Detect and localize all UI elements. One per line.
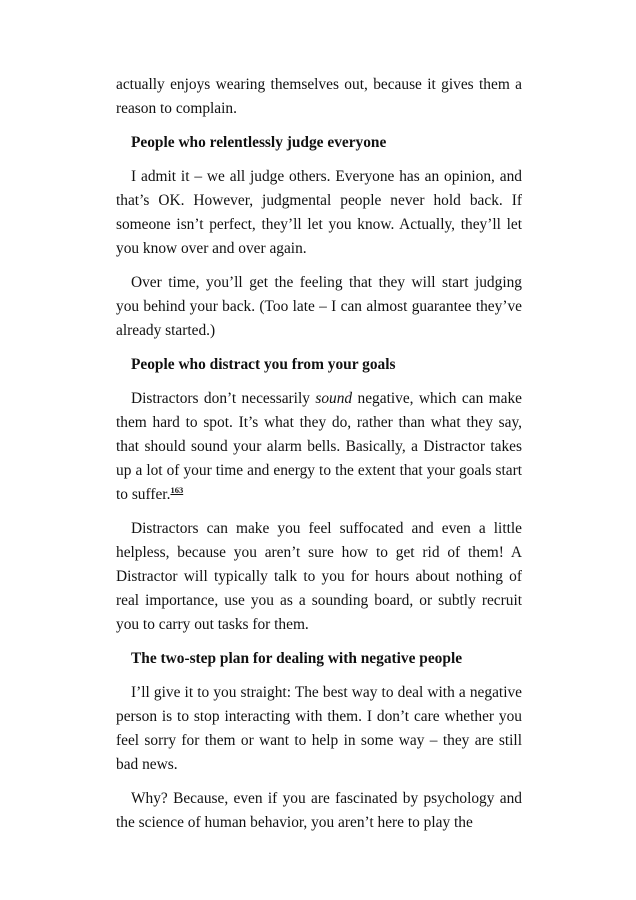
paragraph-straight-advice: I’ll give it to you straight: The best way to deal with a negative person is to stop interacting with them. I don’t care whether you feel sorry for them or want to help in some way – they are still bad news.	[116, 684, 522, 773]
text-segment: Distractors don’t necessarily	[131, 390, 316, 407]
heading-judge-everyone: People who relentlessly judge everyone	[131, 134, 387, 151]
footnote-ref-link[interactable]: 163	[170, 484, 184, 495]
page-body	[116, 73, 522, 845]
paragraph-distractors-suffocated: Distractors can make you feel suffocated and even a little helpless, because you aren’t sure how to get rid of them! A Distractor will typically talk to you for hours about nothing of real importance, use you as a sounding board, or subtly recruit you to carry out tasks for them.	[116, 520, 522, 633]
paragraph-distractors-sound	[116, 387, 522, 507]
heading-two-step-plan: The two-step plan for dealing with negative people	[131, 650, 463, 667]
paragraph-judgmental-people: I admit it – we all judge others. Everyone has an opinion, and that’s OK. However, judgmental people never hold back. If someone isn’t perfect, they’ll let you know. Actually, they’ll let you know over and over again.	[116, 168, 522, 257]
text-segment: negative, which can make them hard to spot. It’s what they do, rather than what they say, that should sound your alarm bells. Basically, a Distractor takes up a lot of your time and energy to the extent that your goals start to suffer.	[116, 390, 523, 503]
paragraph-why-because: Why? Because, even if you are fascinated by psychology and the science of human behavior, you aren’t here to play the	[116, 790, 522, 831]
paragraph-continued: actually enjoys wearing themselves out, because it gives them a reason to complain.	[116, 76, 522, 117]
heading-distract-goals: People who distract you from your goals	[131, 356, 396, 373]
paragraph-judging-behind-back: Over time, you’ll get the feeling that they will start judging you behind your back. (Too late – I can almost guarantee they’ve already started.)	[116, 274, 522, 339]
emphasis-sound: sound	[315, 390, 353, 407]
